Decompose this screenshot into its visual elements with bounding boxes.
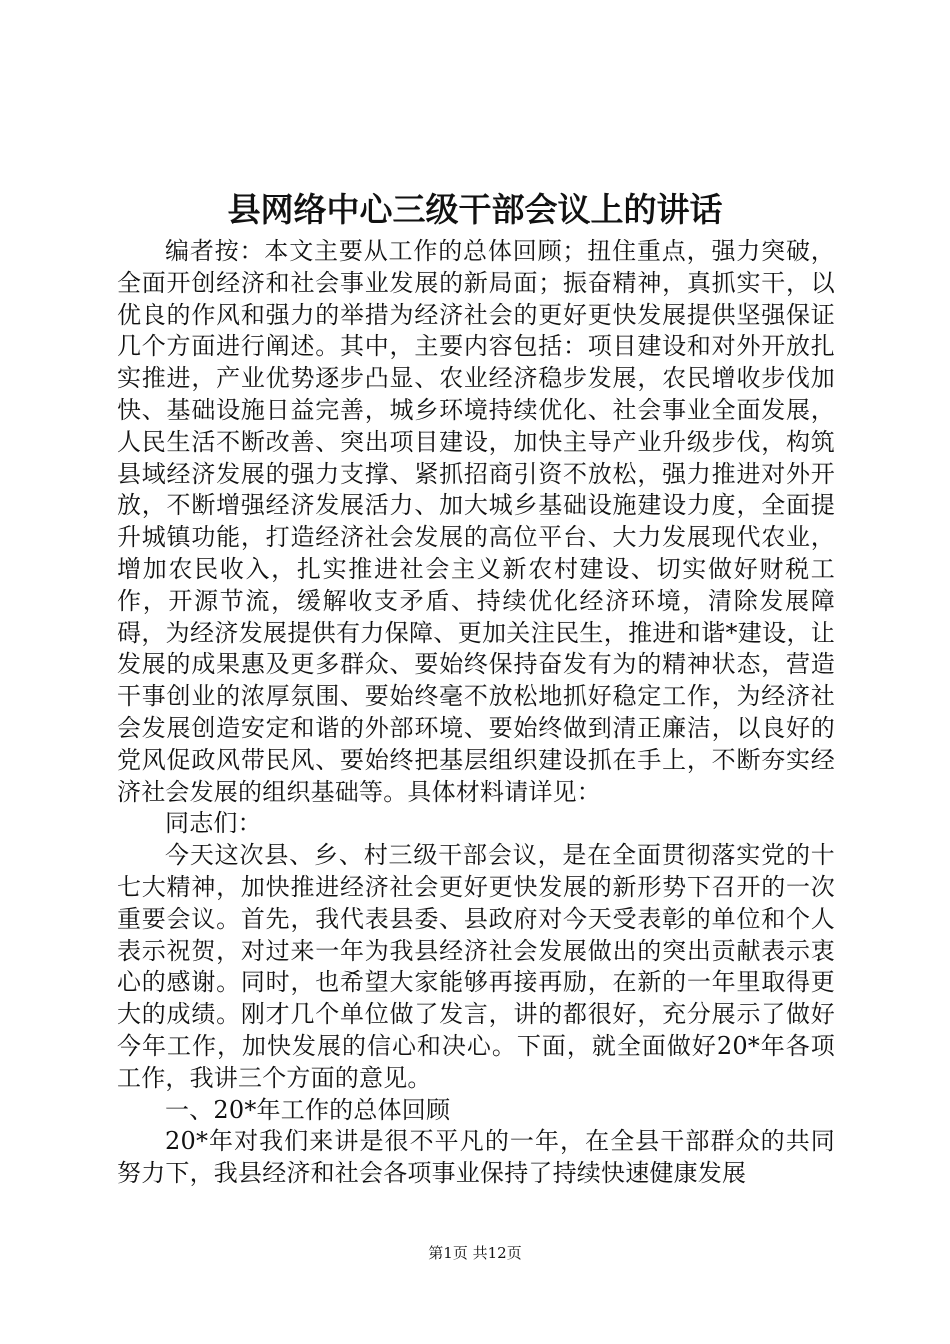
section-heading: 一、20*年工作的总体回顾 xyxy=(165,1095,451,1124)
salutation-paragraph: 同志们： xyxy=(165,809,262,838)
review-paragraph: 20*年对我们来讲是很不平凡的一年，在全县干部群众的共同努力下，我县经济和社会各项事业保持了持续快速健康发展 xyxy=(117,1127,835,1188)
page-number-footer: 第1页 共12页 xyxy=(428,1244,522,1262)
opening-paragraph: 今天这次县、乡、村三级干部会议，是在全面贯彻落实党的十七大精神，加快推进经济社会更好更快发展的新形势下召开的一次重要会议。首先，我代表县委、县政府对今天受表彰的单位和个人表示祝贺，对过来一年为我县经济社会发展做出的突出贡献表示衷心的感谢。同时，也希望大家能够再接再励，在新的一年里取得更大的成绩。刚才几个单位做了发言，讲的都很好，充分展示了做好今年工作，加快发展的信心和决心。下面，就全面做好20*年各项工作，我讲三个方面的意见。 xyxy=(117,841,835,1092)
editor-note-paragraph: 编者按：本文主要从工作的总体回顾；扭住重点，强力突破，全面开创经济和社会事业发展的新局面；振奋精神，真抓实干，以优良的作风和强力的举措为经济社会的更好更快发展提供坚强保证几个方面进行阐述。其中，主要内容包括：项目建设和对外开放扎实推进，产业优势逐步凸显、农业经济稳步发展，农民增收步伐加快、基础设施日益完善，城乡环境持续优化、社会事业全面发展，人民生活不断改善、突出项目建设，加快主导产业升级步伐，构筑县域经济发展的强力支撑、紧抓招商引资不放松，强力推进对外开放，不断增强经济发展活力、加大城乡基础设施建设力度，全面提升城镇功能，打造经济社会发展的高位平台、大力发展现代农业，增加农民收入，扎实推进社会主义新农村建设、切实做好财税工作，开源节流，缓解收支矛盾、持续优化经济环境，清除发展障碍，为经济发展提供有力保障、更加关注民生，推进和谐*建设，让发展的成果惠及更多群众、要始终保持奋发有为的精神状态，营造干事创业的浓厚氛围、要始终毫不放松地抓好稳定工作，为经济社会发展创造安定和谐的外部环境、要始终做到清正廉洁，以良好的党风促政风带民风、要始终把基层组织建设抓在手上，不断夯实经济社会发展的组织基础等。具体材料请详见： xyxy=(117,237,835,806)
document-body xyxy=(117,236,835,1190)
document-title: 县网络中心三级干部会议上的讲话 xyxy=(227,190,723,229)
